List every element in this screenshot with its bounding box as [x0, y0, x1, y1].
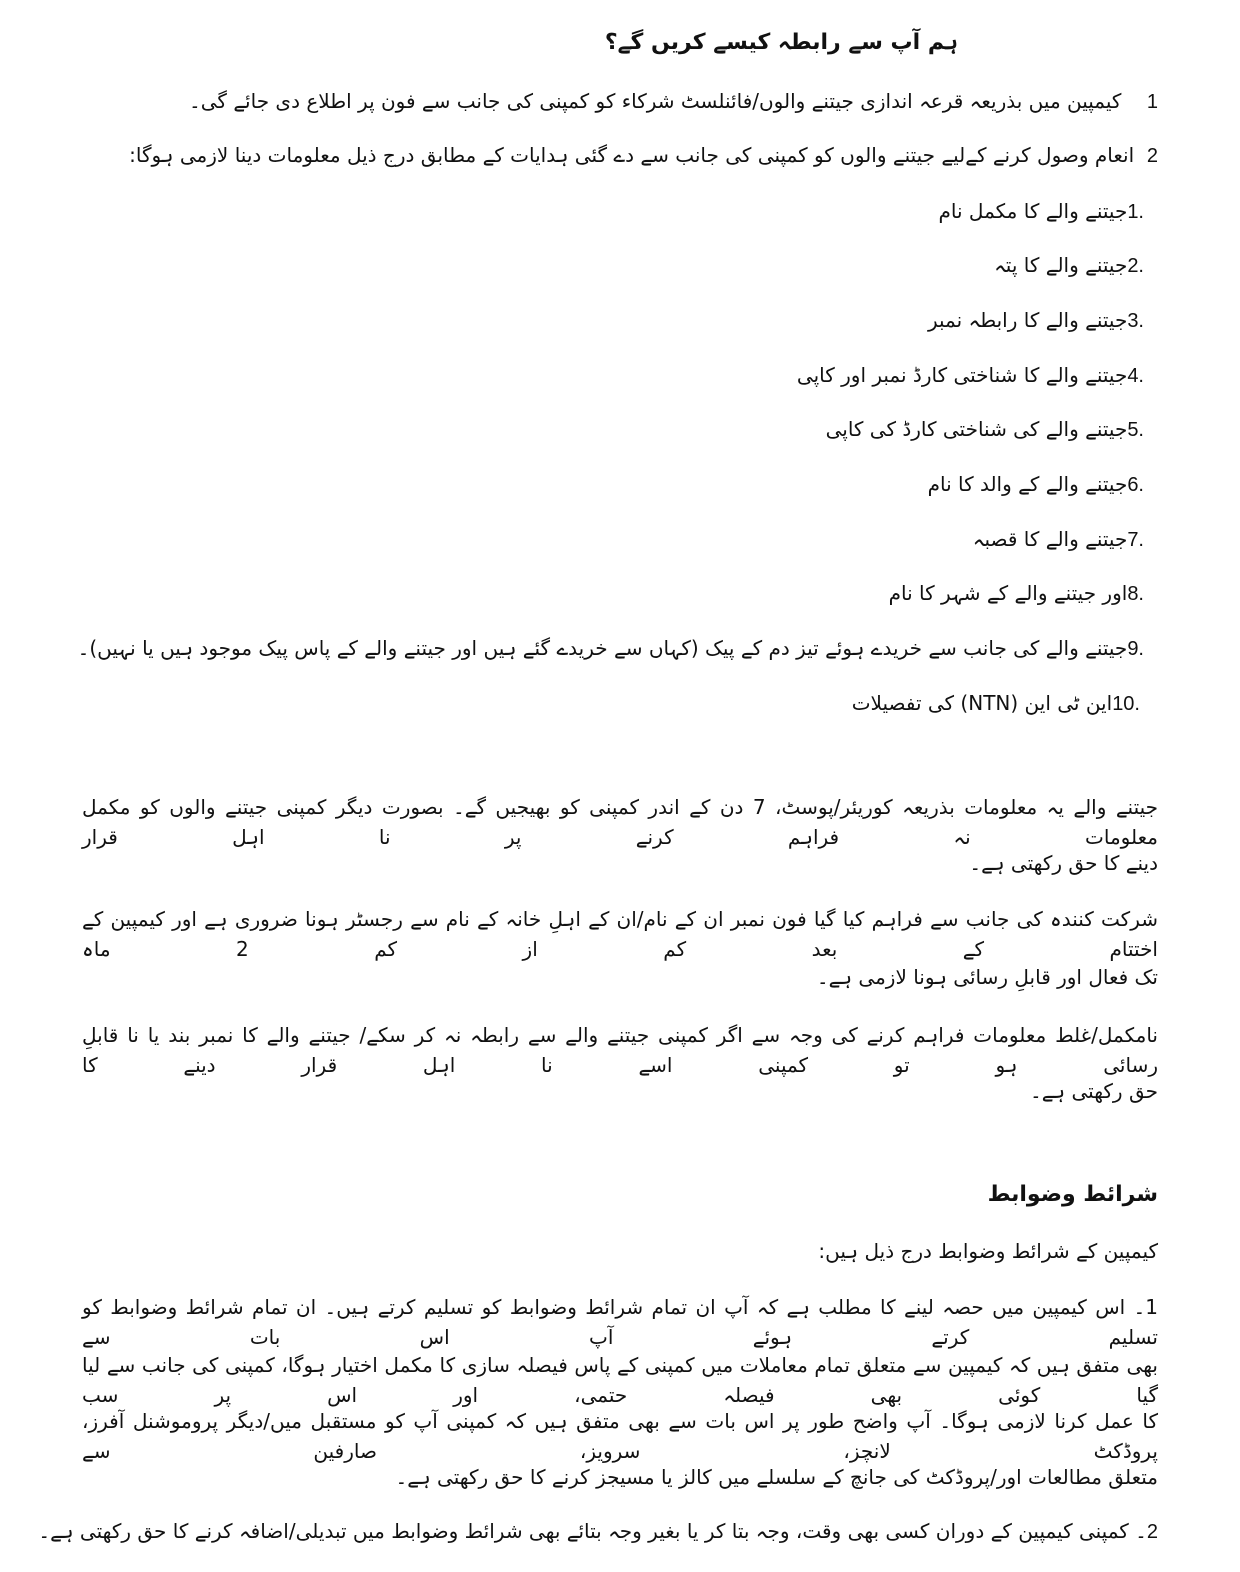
contact-point-1-text: کیمپین میں بذریعہ قرعہ اندازی جیتنے والوں/فائنلسٹ شرکاء کو کمپنی کی جانب سے فون پر اطلاع دی جائے گی۔ — [189, 89, 1122, 113]
terms-clause-1-line: کا عمل کرنا لازمی ہوگا۔ آپ واضح طور پر اس بات سے بھی متفق ہیں کہ کمپنی آپ کو مستقبل میں/دیگر پروموشنل آفرز، پروڈکٹ لانچز، سرویز، صارفین سے — [82, 1409, 1158, 1463]
list-item — [928, 305, 1144, 336]
contact-point-2-number: 2 — [1146, 145, 1158, 167]
disqualification-paragraph-line: حق رکھتی ہے۔ — [1029, 1079, 1158, 1103]
list-item — [928, 469, 1144, 500]
terms-clause-2 — [38, 1516, 1158, 1547]
contact-point-2 — [129, 140, 1158, 171]
notice-paragraph-line: جیتنے والے یہ معلومات بذریعہ کوریئر/پوسٹ، 7 دن کے اندر کمپنی کو بھیجیں گے۔ بصورت دیگر کمپنی جیتنے والوں کو مکمل معلومات نہ فراہم کرنے پر نا اہل قرار — [82, 795, 1159, 849]
list-item-number: 4. — [1127, 365, 1144, 387]
list-item-text: جیتنے والے کی جانب سے خریدے ہوئے تیز دم کے پیک (کہاں سے خریدے گئے ہیں اور جیتنے والے کے پاس پیک موجود ہیں یا نہیں)۔ — [77, 636, 1128, 660]
list-item — [852, 688, 1140, 719]
list-item-number: 5. — [1127, 419, 1144, 441]
terms-clause-1-line: 1۔ اس کیمپین میں حصہ لینے کا مطلب ہے کہ آپ ان تمام شرائط وضوابط کو تسلیم کرتے ہیں۔ ان تمام شرائط وضوابط کو تسلیم کرتے ہوئے آپ اس بات سے — [82, 1295, 1158, 1349]
list-item-number: 10. — [1112, 693, 1140, 715]
terms-clause-2-number: 2 — [1146, 1521, 1158, 1543]
contact-point-1 — [189, 86, 1158, 117]
list-item-number: 1. — [1127, 201, 1144, 223]
terms-clause-1-line: بھی متفق ہیں کہ کیمپین سے متعلق تمام معاملات میں کمپنی کے پاس فیصلہ سازی کا مکمل اختیار ہوگا، کمپنی کی جانب سے لیا گیا کوئی بھی فیصلہ حتمی، اور اس پر سب — [82, 1353, 1158, 1407]
list-item-text: جیتنے والے کا شناختی کارڈ نمبر اور کاپی — [796, 363, 1128, 387]
phone-paragraph-line: تک فعال اور قابلِ رسائی ہونا لازمی ہے۔ — [816, 965, 1158, 989]
list-item-number: 3. — [1127, 310, 1144, 332]
terms-intro: کیمپین کے شرائط وضوابط درج ذیل ہیں: — [818, 1239, 1158, 1263]
list-item-number: 6. — [1127, 474, 1144, 496]
list-item-number: 8. — [1127, 583, 1144, 605]
list-item — [889, 578, 1144, 609]
list-item-text: این ٹی این (NTN) کی تفصیلات — [851, 691, 1113, 715]
list-item-text: جیتنے والے کا قصبہ — [972, 527, 1128, 551]
terms-clause-2-text: ۔ کمپنی کیمپین کے دوران کسی بھی وقت، وجہ بتا کر یا بغیر وجہ بتائے بھی شرائط وضوابط میں تبدیلی/اضافہ کرنے کا حق رکھتی ہے۔ — [38, 1519, 1147, 1543]
list-item-text: جیتنے والے کا رابطہ نمبر — [927, 308, 1128, 332]
list-item-text: اور جیتنے والے کے شہر کا نام — [888, 581, 1128, 605]
list-item — [973, 524, 1144, 555]
list-item — [994, 250, 1144, 281]
contact-heading: ہم آپ سے رابطہ کیسے کریں گے؟ — [604, 30, 958, 55]
list-item-text: جیتنے والے کا پتہ — [994, 253, 1128, 277]
list-item-text: جیتنے والے کی شناختی کارڈ کی کاپی — [825, 417, 1128, 441]
list-item — [797, 360, 1144, 391]
terms-heading: شرائط وضوابط — [987, 1182, 1158, 1207]
list-item — [826, 414, 1144, 445]
phone-paragraph-line: شرکت کنندہ کی جانب سے فراہم کیا گیا فون نمبر ان کے نام/ان کے اہلِ خانہ کے نام سے رجسٹر ہونا ضروری ہے اور کیمپین کے اختتام کے بعد کم از کم 2 ماہ — [82, 907, 1158, 961]
list-item — [939, 196, 1144, 227]
list-item-text: جیتنے والے کا مکمل نام — [938, 199, 1128, 223]
disqualification-paragraph-line: نامکمل/غلط معلومات فراہم کرنے کی وجہ سے اگر کمپنی جیتنے والے سے رابطہ نہ کر سکے/ جیتنے والے کا نمبر بند یا نا قابلِ رسائی ہو تو کمپنی اسے نا اہل قرار دینے کا — [82, 1023, 1159, 1077]
list-item-number: 2. — [1127, 255, 1144, 277]
terms-clause-1-line: متعلق مطالعات اور/پروڈکٹ کی جانچ کے سلسلے میں کالز یا مسیجز کرنے کا حق رکھتی ہے۔ — [395, 1465, 1158, 1489]
list-item-text: جیتنے والے کے والد کا نام — [927, 472, 1128, 496]
contact-point-1-number: 1 — [1146, 91, 1158, 113]
list-item-number: 7. — [1127, 529, 1144, 551]
notice-paragraph-line: دینے کا حق رکھتی ہے۔ — [969, 851, 1158, 875]
list-item-number: 9. — [1127, 638, 1144, 660]
contact-point-2-text: انعام وصول کرنے کےلیے جیتنے والوں کو کمپنی کی جانب سے دے گئی ہدایات کے مطابق درج ذیل معلومات دینا لازمی ہوگا: — [129, 143, 1135, 167]
list-item — [78, 633, 1144, 664]
